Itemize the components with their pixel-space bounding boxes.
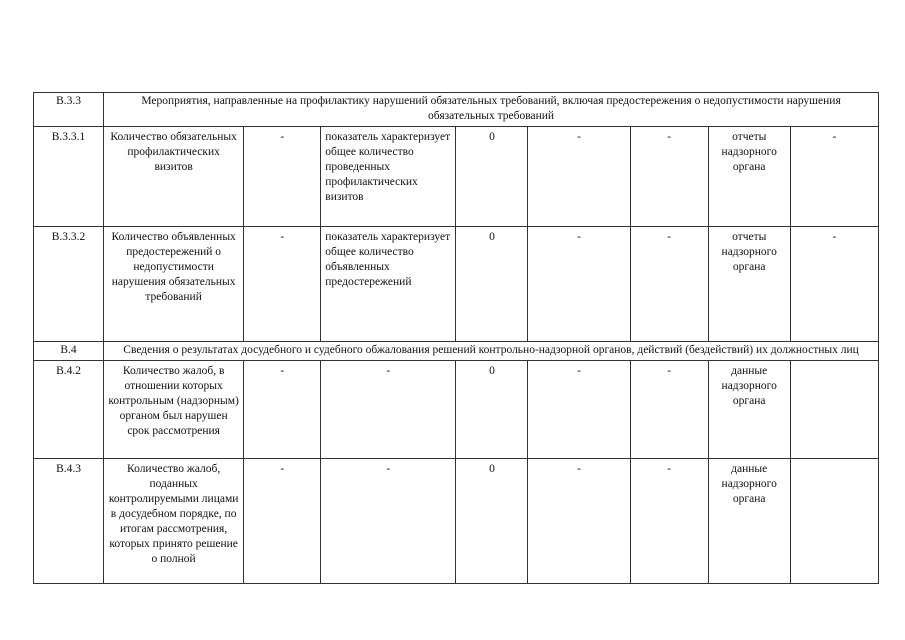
- data-source: отчеты надзорного органа: [708, 227, 790, 342]
- section-title: Мероприятия, направленные на профилактику нарушений обязательных требований, включая предостережения о недопустимости нарушения обязательных требований: [104, 93, 879, 127]
- indicator-name: Количество жалоб, поданных контролируемыми лицами в досудебном порядке, по итогам рассмотрения, которых принято решение о полной: [104, 459, 244, 584]
- table-cell: -: [244, 127, 321, 227]
- table-cell: -: [630, 227, 708, 342]
- section-code: В.3.3: [34, 93, 104, 127]
- data-source: данные надзорного органа: [708, 361, 790, 459]
- table-cell: -: [528, 459, 630, 584]
- table-cell: -: [790, 127, 878, 227]
- table-row: [34, 227, 879, 342]
- indicator-description: показатель характеризует общее количество проведенных профилактических визитов: [321, 127, 456, 227]
- row-code: В.4.2: [34, 361, 104, 459]
- table-cell: 0: [456, 227, 528, 342]
- table-cell: -: [790, 227, 878, 342]
- section-row: [34, 93, 879, 127]
- indicator-name: Количество обязательных профилактических визитов: [104, 127, 244, 227]
- table-cell: [790, 361, 878, 459]
- indicator-name: Количество жалоб, в отношении которых контрольным (надзорным) органом был нарушен срок рассмотрения: [104, 361, 244, 459]
- section-code: В.4: [34, 342, 104, 361]
- table-cell: -: [244, 227, 321, 342]
- table-cell: -: [244, 361, 321, 459]
- table-cell: 0: [456, 127, 528, 227]
- table-cell: 0: [456, 361, 528, 459]
- table-cell: [790, 459, 878, 584]
- table-row: [34, 361, 879, 459]
- indicator-description: -: [321, 459, 456, 584]
- indicator-name: Количество объявленных предостережений о недопустимости нарушения обязательных требований: [104, 227, 244, 342]
- table-cell: -: [244, 459, 321, 584]
- table-cell: -: [630, 459, 708, 584]
- table-cell: -: [630, 127, 708, 227]
- table-cell: 0: [456, 459, 528, 584]
- section-row: [34, 342, 879, 361]
- table-cell: -: [528, 127, 630, 227]
- table-cell: -: [630, 361, 708, 459]
- table-row: [34, 127, 879, 227]
- row-code: В.3.3.1: [34, 127, 104, 227]
- section-title: Сведения о результатах досудебного и судебного обжалования решений контрольно-надзорной органов, действий (бездействий) их должностных лиц: [104, 342, 879, 361]
- row-code: В.4.3: [34, 459, 104, 584]
- indicator-description: показатель характеризует общее количество объявленных предостережений: [321, 227, 456, 342]
- table-cell: -: [528, 361, 630, 459]
- data-source: данные надзорного органа: [708, 459, 790, 584]
- row-code: В.3.3.2: [34, 227, 104, 342]
- data-source: отчеты надзорного органа: [708, 127, 790, 227]
- indicator-description: -: [321, 361, 456, 459]
- indicators-table: [33, 92, 879, 584]
- table-row: [34, 459, 879, 584]
- table-cell: -: [528, 227, 630, 342]
